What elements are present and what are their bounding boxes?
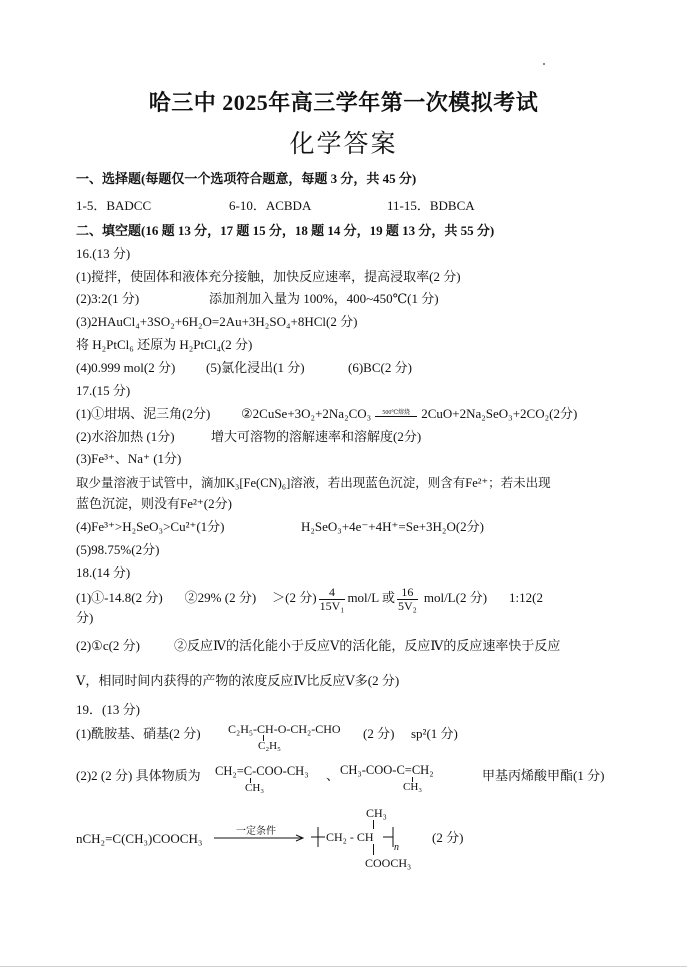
- polymer-repeat-n: n: [394, 842, 399, 853]
- q19-answer-2b: 甲基丙烯酸甲酯(1 分): [482, 768, 605, 783]
- reaction-condition: 500℃熔烧: [382, 410, 411, 417]
- polymer-methyl: CH₃: [366, 806, 387, 820]
- exam-title: 哈三中 2025年高三学年第一次模拟考试: [148, 90, 539, 115]
- polymer-bond-bottom: [373, 844, 374, 855]
- q18-answer-1-ratio-cont: 分): [76, 610, 94, 625]
- q17-answer-4b: H₂SeO₃+4e⁻+4H⁺=Se+3H₂O(2分): [301, 519, 485, 534]
- section2-heading: 二、填空题(16 题 13 分，17 题 15 分，18 题 14 分，19 题 13 分，共 55 分): [76, 223, 495, 238]
- q16-answer-4: (4)0.999 mol(2 分): [76, 360, 176, 375]
- polymerization-condition: 一定条件: [236, 826, 276, 837]
- mc-answers-11-15: 11-15．BDBCA: [387, 198, 475, 213]
- structure-2-branch: CH₃: [245, 782, 265, 794]
- mc-answers-6-10: 6-10．ACBDA: [229, 198, 312, 213]
- polymer-bracket-left-icon: [311, 826, 325, 848]
- q17-heading: 17.(15 分): [76, 383, 131, 398]
- structure-separator: 、: [326, 768, 340, 783]
- answer-subtitle: 化学答案: [289, 131, 398, 158]
- q17-reactants: ②2CuSe+3O₂+2Na₂CO₃: [241, 406, 372, 421]
- q19-heading: 19．(13 分): [76, 702, 140, 717]
- q17-products: 2CuO+2Na₂SeO₃+2CO₂(2分): [421, 406, 578, 421]
- q18-answer-1a: (1)①-14.8(2 分): [76, 590, 163, 605]
- q18-answer-1b: ②29% (2 分): [184, 590, 257, 605]
- q17-answer-3-test: 取少量溶液于试管中，滴加K₃[Fe(CN)₆]溶液，若出现蓝色沉淀，则含有Fe²⁺；若未出现: [76, 476, 551, 490]
- q19-answer-2a: (2)2 (2 分) 具体物质为: [76, 768, 201, 783]
- q19-answer-1b-score: (2 分): [363, 726, 395, 741]
- q16-answer-5: (5)氯化浸出(1 分): [206, 360, 305, 375]
- q16-answer-1: (1)搅拌，使固体和液体充分接触，加快反应速率，提高浸取率(2 分): [76, 269, 461, 284]
- q17-answer-3: (3)Fe³⁺、Na⁺ (1分): [76, 451, 182, 466]
- section1-heading: 一、选择题(每题仅一个选项符合题意，每题 3 分，共 45 分): [76, 171, 417, 186]
- q16-answer-3-note: 将 H₂PtCl₆ 还原为 H₂PtCl₄(2 分): [76, 337, 253, 352]
- q18-answer-1: [76, 585, 543, 613]
- q18-answer-2a: (2)①c(2 分): [76, 638, 140, 653]
- structure-2-main: CH₂=C-COO-CH₃: [215, 764, 309, 778]
- q16-answer-6: (6)BC(2 分): [348, 360, 412, 375]
- reaction-arrow-icon: [371, 408, 421, 422]
- q17-answer-2b: 增大可溶物的溶解速率和溶解度(2分): [211, 429, 422, 444]
- monomer-formula: nCH₂=C(CH₃)COOCH₃: [76, 831, 203, 846]
- polymer-backbone: CH₂ - CH: [326, 830, 374, 844]
- reaction-arrow-icon: [214, 833, 306, 843]
- scan-speck: [543, 63, 545, 65]
- q16-answer-2b: 添加剂加入量为 100%，400~450℃(1 分): [209, 291, 439, 306]
- q17-answer-3-test-cont: 蓝色沉淀，则没有Fe²⁺(2分): [76, 496, 232, 511]
- q17-answer-1a: (1)①坩埚、泥三角(2分): [76, 406, 211, 421]
- q18-unit-or: mol/L 或: [347, 590, 395, 605]
- polymer-ester-group: COOCH₃: [365, 856, 412, 870]
- polymer-bond-top: [373, 820, 374, 829]
- q17-answer-2a: (2)水浴加热 (1分): [76, 429, 175, 444]
- q16-answer-2a: (2)3:2(1 分): [76, 291, 140, 306]
- q16-heading: 16.(13 分): [76, 246, 131, 261]
- q16-answer-3: (3)2HAuCl₄+3SO₂+6H₂O=2Au+3H₂SO₄+8HCl(2 分): [76, 314, 358, 329]
- q18-answer-1c: ＞(2 分): [272, 590, 317, 605]
- page-bottom-border: [0, 966, 687, 967]
- structure-1-branch: C₂H₅: [258, 740, 281, 752]
- q18-heading: 18.(14 分): [76, 565, 131, 580]
- mc-answers-1-5: 1-5．BADCC: [76, 198, 152, 213]
- q17-answer-5: (5)98.75%(2分): [76, 542, 160, 557]
- structure-3-branch: CH₃: [403, 781, 423, 793]
- polymerization-score: (2 分): [432, 830, 464, 845]
- fraction-16-over-5v2: $\frac{16}{\text{5V₂}}$: [397, 584, 417, 613]
- q17-answer-4a: (4)Fe³⁺>H₂SeO₃>Cu²⁺(1分): [76, 519, 225, 534]
- q19-answer-1c: sp²(1 分): [411, 726, 458, 741]
- q19-answer-1a: (1)酰胺基、硝基(2 分): [76, 726, 201, 741]
- q18-answer-1-ratio: 1:12(2: [509, 590, 543, 605]
- structure-1-main: C₂H₅-CH-O-CH₂-CHO: [228, 722, 341, 736]
- q18-answer-2b: ②反应Ⅳ的活化能小于反应Ⅴ的活化能，反应Ⅳ的反应速率快于反应: [174, 638, 561, 653]
- q18-answer-2b-cont: Ⅴ，相同时间内获得的产物的浓度反应Ⅳ比反应Ⅴ多(2 分): [76, 673, 400, 688]
- q18-unit: mol/L(2 分): [423, 590, 488, 605]
- fraction-4-over-15v1: $\frac{4}{\text{15V₁}}$: [319, 584, 345, 613]
- q17-answer-1b-equation: [241, 406, 577, 422]
- structure-3-main: CH₃-COO-C=CH₂: [340, 763, 434, 777]
